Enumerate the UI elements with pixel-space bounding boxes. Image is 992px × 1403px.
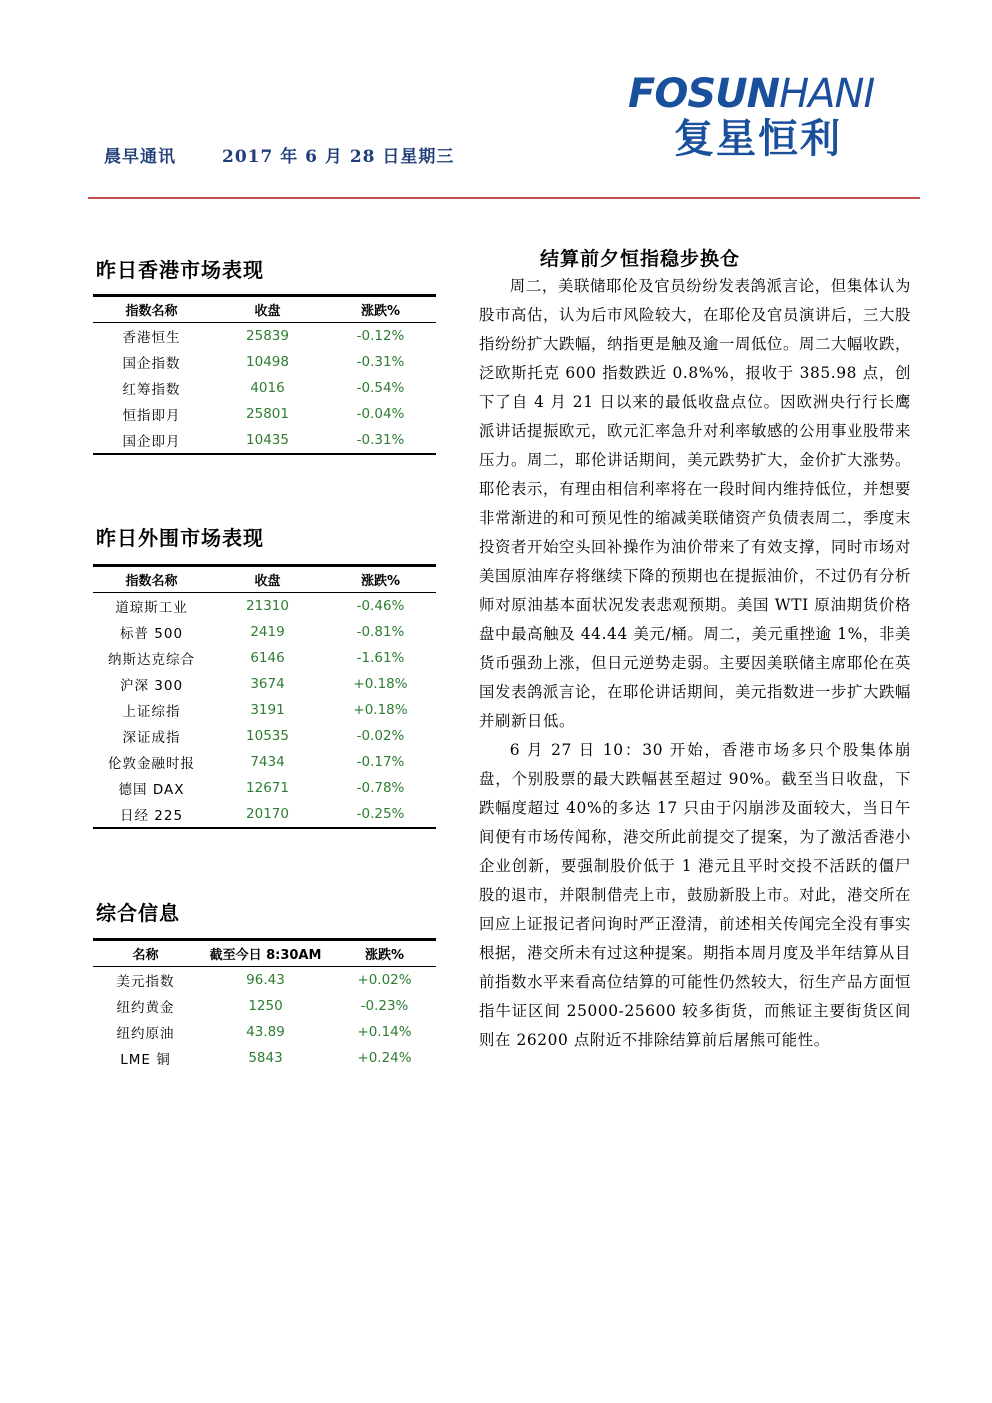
asset-value: 96.43 xyxy=(246,972,285,988)
table-row xyxy=(93,1045,436,1071)
col-header-change: 涨跌% xyxy=(325,565,436,593)
general-info-table xyxy=(93,938,436,1071)
index-name: 沪深 300 xyxy=(119,678,184,694)
index-change: -0.02% xyxy=(356,728,405,744)
index-close: 10498 xyxy=(246,354,289,370)
newsletter-name: 晨早通讯 xyxy=(104,147,176,167)
index-close: 25801 xyxy=(246,406,289,422)
logo-english xyxy=(628,72,874,116)
table-row xyxy=(93,671,436,697)
index-change: -0.31% xyxy=(356,354,405,370)
index-change: -0.31% xyxy=(325,427,436,454)
asset-change: -0.23% xyxy=(360,998,409,1014)
col-header-name: 名称 xyxy=(93,939,198,967)
asset-value: 43.89 xyxy=(246,1024,285,1040)
general-info-title: 综合信息 xyxy=(96,901,180,925)
asset-change: +0.02% xyxy=(357,972,412,988)
col-header-change: 涨跌% xyxy=(333,939,436,967)
col-header-name: 指数名称 xyxy=(93,295,210,323)
index-name: 纳斯达克综合 xyxy=(108,652,195,668)
article-paragraph: 周二，美联储耶伦及官员纷纷发表鸽派言论，但集体认为股市高估，认为后市风险较大，在耶伦及官员演讲后，三大股指纷纷扩大跌幅，纳指更是触及逾一周低位。周二大幅收跌，泛欧斯托克 600 指数跌近 0.8%%，报收于 385.98 点，创下了自 4 月 21 日以来的最低收盘点位。因欧洲央行行长鹰派讲话提振欧元，欧元汇率急升对利率敏感的公用事业股带来压力。周二，耶伦讲话期间，美元跌势扩大，金价扩大涨势。耶伦表示，有理由相信利率将在一段时间内维持低位，并想要非常渐进的和可预见性的缩减美联储资产负债表周二，季度末投资者开始空头回补操作为油价带来了有效支撑，同时市场对美国原油库存将继续下降的预期也在提振油价，不过仍有分析师对原油基本面状况发表悲观预期。美国 WTI 原油期货价格盘中最高触及 44.44 美元/桶。周二，美元重挫逾 1%，非美货币强劲上涨，但日元逆势走弱。主要因美联储主席耶伦在英国发表鸽派言论，在耶伦讲话期间，美元指数进一步扩大跌幅并刷新日低。 xyxy=(479,277,911,730)
index-close: 25839 xyxy=(246,328,289,344)
col-header-close: 截至今日 8:30AM xyxy=(198,939,333,967)
article-title: 结算前夕恒指稳步换仓 xyxy=(540,248,741,270)
index-close: 10435 xyxy=(210,427,325,454)
table-row xyxy=(93,723,436,749)
index-close: 21310 xyxy=(246,598,289,614)
index-change: -0.12% xyxy=(356,328,405,344)
table-row xyxy=(93,775,436,801)
index-close: 12671 xyxy=(246,780,289,796)
asset-value: 5843 xyxy=(248,1050,283,1066)
table-row xyxy=(93,697,436,723)
asset-change: +0.24% xyxy=(357,1050,412,1066)
index-close: 6146 xyxy=(250,650,285,666)
index-name: 恒指即月 xyxy=(122,408,181,424)
index-name: 深证成指 xyxy=(122,730,181,746)
col-header-change: 涨跌% xyxy=(325,295,436,323)
index-close: 20170 xyxy=(210,801,325,828)
index-change: -0.46% xyxy=(356,598,405,614)
table-row xyxy=(93,375,436,401)
table-row xyxy=(93,349,436,375)
index-change: +0.18% xyxy=(353,702,408,718)
table-row xyxy=(93,1019,436,1045)
company-logo xyxy=(628,72,920,164)
table-header-row xyxy=(93,295,436,323)
article-body xyxy=(479,272,911,1055)
index-change: +0.18% xyxy=(353,676,408,692)
hk-market-title: 昨日香港市场表现 xyxy=(96,258,264,282)
table-row xyxy=(93,801,436,828)
logo-english-bold: FOSUN xyxy=(628,71,780,117)
table-row xyxy=(93,619,436,645)
global-market-table xyxy=(93,564,436,829)
index-name: 国企指数 xyxy=(122,356,181,372)
table-row xyxy=(93,401,436,427)
index-name: 日经 225 xyxy=(93,801,210,828)
index-name: 道琼斯工业 xyxy=(115,600,188,616)
global-market-title: 昨日外围市场表现 xyxy=(96,526,264,550)
header-divider xyxy=(88,197,920,199)
hk-market-table xyxy=(93,294,436,455)
index-change: -1.61% xyxy=(356,650,405,666)
newsletter-date: 2017 年 6 月 28 日星期三 xyxy=(222,147,455,167)
table-header-row xyxy=(93,939,436,967)
index-name: 伦敦金融时报 xyxy=(108,756,195,772)
logo-english-thin: HANI xyxy=(779,71,875,117)
table-row xyxy=(93,593,436,620)
table-row xyxy=(93,427,436,454)
index-name: 香港恒生 xyxy=(122,330,181,346)
table-row xyxy=(93,967,436,994)
index-close: 7434 xyxy=(250,754,285,770)
asset-name: 纽约原油 xyxy=(116,1026,175,1042)
table-row xyxy=(93,993,436,1019)
index-name: 红筹指数 xyxy=(122,382,181,398)
asset-value: 1250 xyxy=(248,998,283,1014)
logo-chinese: 复星恒利 xyxy=(674,116,842,162)
index-close: 4016 xyxy=(250,380,285,396)
index-name: 国企即月 xyxy=(93,427,210,454)
index-close: 3191 xyxy=(250,702,285,718)
table-header-row xyxy=(93,565,436,593)
index-name: 上证综指 xyxy=(122,704,181,720)
index-close: 10535 xyxy=(246,728,289,744)
index-close: 3674 xyxy=(250,676,285,692)
index-name: 德国 DAX xyxy=(118,782,185,798)
asset-name: LME 铜 xyxy=(120,1052,171,1068)
col-header-close: 收盘 xyxy=(210,295,325,323)
article-paragraph: 6 月 27 日 10：30 开始，香港市场多只个股集体崩盘，个别股票的最大跌幅甚至超过 90%。截至当日收盘，下跌幅度超过 40%的多达 17 只由于闪崩涉及面较大，当日午间便有市场传闻称，港交所此前提交了提案，为了激活香港小企业创新，要强制股价低于 1 港元且平时交投不活跃的僵尸股的退市，并限制借壳上市，鼓励新股上市。对此，港交所在回应上证报记者问询时严正澄清，前述相关传闻完全没有事实根据，港交所未有过这种提案。期指本周月度及半年结算从目前指数水平来看高位结算的可能性仍然较大，衍生产品方面恒指牛证区间 25000-25600 较多街货，而熊证主要街货区间则在 26200 点附近不排除结算前后屠熊可能性。 xyxy=(479,741,911,1049)
index-change: -0.54% xyxy=(356,380,405,396)
table-row xyxy=(93,323,436,350)
asset-name: 美元指数 xyxy=(116,974,175,990)
index-close: 2419 xyxy=(250,624,285,640)
index-name: 标普 500 xyxy=(119,626,184,642)
asset-change: +0.14% xyxy=(357,1024,412,1040)
asset-name: 纽约黄金 xyxy=(116,1000,175,1016)
index-change: -0.78% xyxy=(356,780,405,796)
index-change: -0.25% xyxy=(325,801,436,828)
index-change: -0.04% xyxy=(356,406,405,422)
newsletter-header xyxy=(104,142,454,167)
table-row xyxy=(93,749,436,775)
index-change: -0.81% xyxy=(356,624,405,640)
table-row xyxy=(93,645,436,671)
col-header-close: 收盘 xyxy=(210,565,325,593)
index-change: -0.17% xyxy=(356,754,405,770)
col-header-name: 指数名称 xyxy=(93,565,210,593)
